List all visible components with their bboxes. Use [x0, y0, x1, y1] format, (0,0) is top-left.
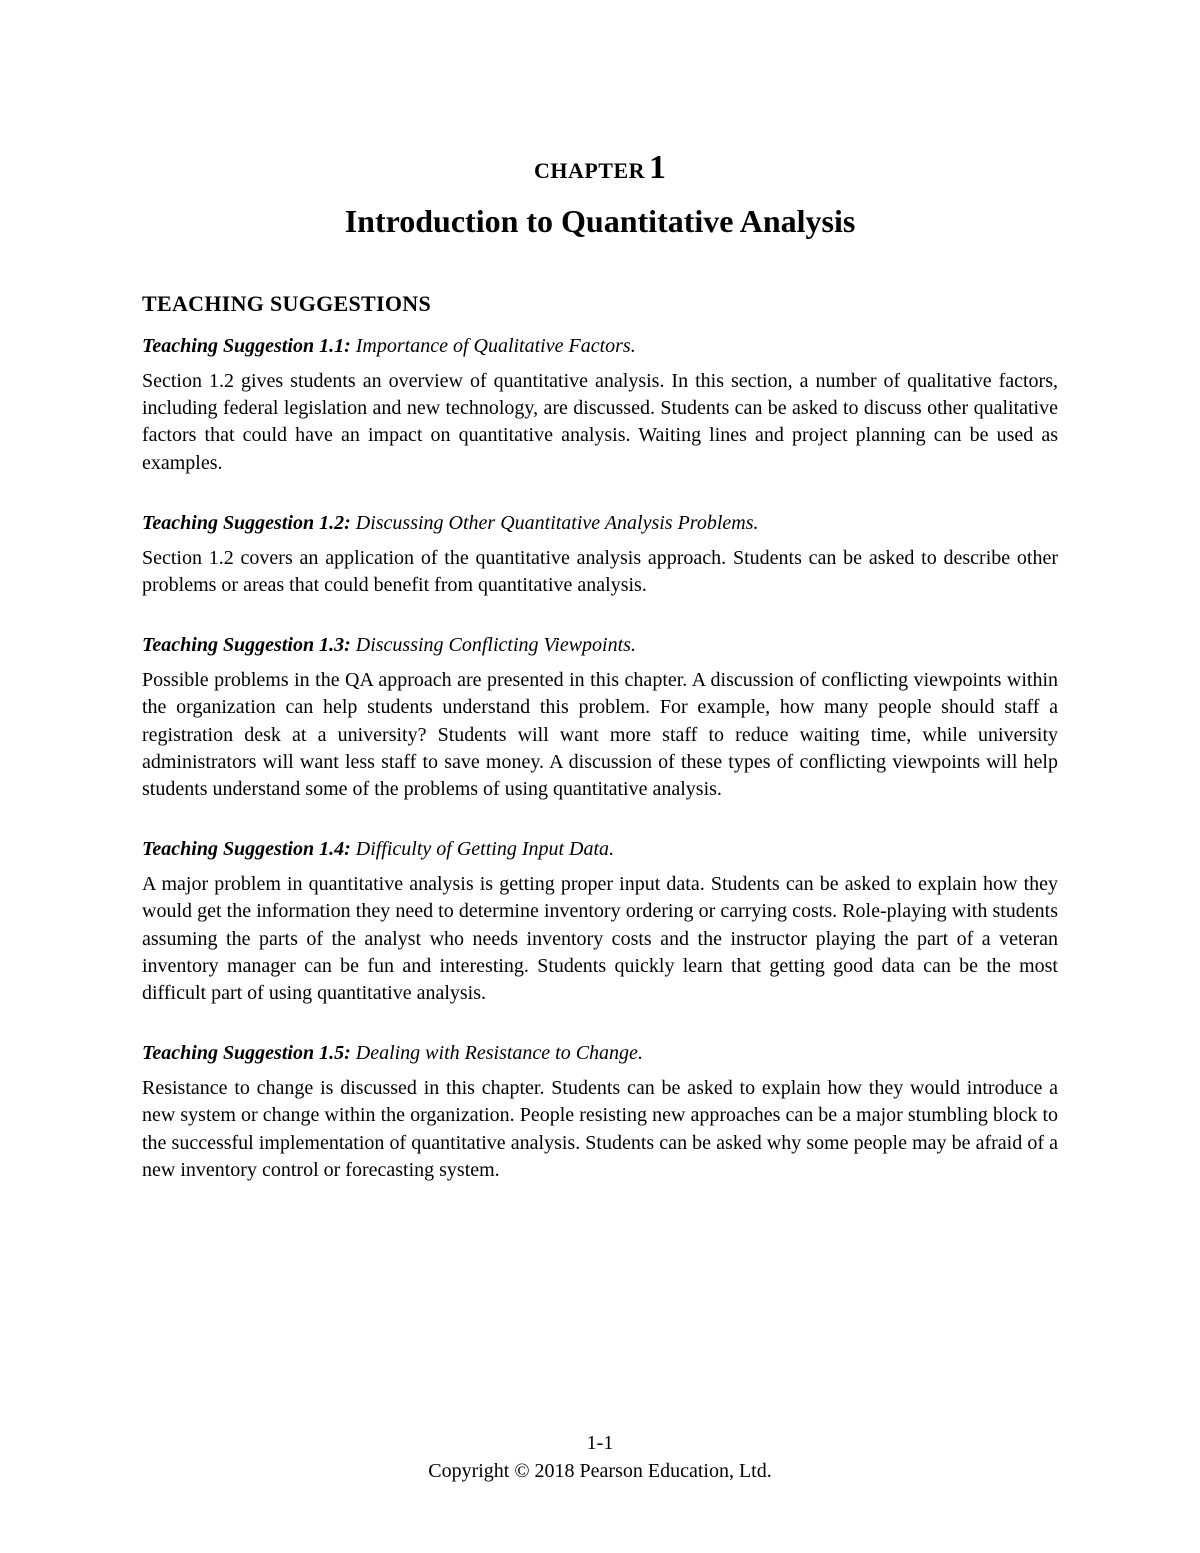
suggestion-label: Teaching Suggestion 1.3: [142, 634, 351, 657]
suggestion-title [142, 631, 1058, 659]
suggestion-topic: Importance of Qualitative Factors [355, 335, 631, 357]
suggestion-topic: Discussing Conflicting Viewpoints [355, 634, 631, 657]
teaching-suggestion [142, 1039, 1058, 1184]
suggestion-topic: Dealing with Resistance to Change [355, 1042, 638, 1065]
suggestion-title [142, 332, 1058, 360]
suggestion-title-end: . [609, 838, 615, 861]
chapter-word: CHAPTER [533, 158, 646, 183]
suggestion-body: Possible problems in the QA approach are presented in this chapter. A discussion of conflicting viewpoints within the organization can help students understand this problem. For example, how many people should staff a registration desk at a university? Students will want more staff to reduce waiting time, while university administrators will want less staff to save money. A discussion of these types of conflicting viewpoints will help students understand some of the problems of using quantitative analysis. [142, 669, 1058, 801]
suggestion-title-end: . [630, 634, 636, 657]
suggestion-body: Section 1.2 gives students an overview of quantitative analysis. In this section, a number of qualitative factors, including federal legislation and new technology, are discussed. Students can be asked to discuss other qualitative factors that could have an impact on quantitative analysis. Waiting lines and project planning can be used as examples. [142, 370, 1058, 474]
suggestion-label: Teaching Suggestion 1.4: [142, 838, 351, 861]
suggestion-body: Section 1.2 covers an application of the quantitative analysis approach. Students can be asked to describe other problems or areas that could benefit from quantitative analysis. [142, 546, 1058, 597]
chapter-label [0, 148, 1200, 194]
teaching-suggestion [142, 509, 1058, 599]
chapter-title: Introduction to Quantitative Analysis [344, 203, 856, 239]
page-number: 1-1 [586, 1432, 614, 1454]
copyright-notice: Copyright © 2018 Pearson Education, Ltd. [428, 1460, 772, 1482]
suggestion-label: Teaching Suggestion 1.5: [142, 1042, 351, 1065]
chapter-number: 1 [649, 149, 667, 186]
suggestion-topic: Discussing Other Quantitative Analysis Problems [355, 511, 754, 534]
suggestion-title [142, 835, 1058, 863]
teaching-suggestion [142, 631, 1058, 803]
teaching-suggestion [142, 332, 1058, 477]
teaching-suggestion [142, 835, 1058, 1007]
suggestion-label: Teaching Suggestion 1.1: [142, 335, 351, 357]
section-heading: TEACHING SUGGESTIONS [142, 291, 432, 316]
suggestion-title-end: . [637, 1042, 643, 1065]
suggestion-title [142, 1039, 1058, 1067]
suggestion-title-end: . [630, 335, 636, 357]
suggestion-body: A major problem in quantitative analysis is getting proper input data. Students can be asked to explain how they would get the information they need to determine inventory ordering or carrying costs. Role-playing with students assuming the parts of the analyst who needs inventory costs and the instructor playing the part of a veteran inventory manager can be fun and interesting. Students quickly learn that getting good data can be the most difficult part of using quantitative analysis. [142, 873, 1058, 1005]
suggestion-title [142, 509, 1058, 537]
suggestion-body: Resistance to change is discussed in this chapter. Students can be asked to explain how they would introduce a new system or change within the organization. People resisting new approaches can be a major stumbling block to the successful implementation of quantitative analysis. Students can be asked why some people may be afraid of a new inventory control or forecasting system. [142, 1077, 1058, 1181]
suggestion-topic: Difficulty of Getting Input Data [355, 838, 610, 861]
page-content [142, 288, 1058, 1216]
suggestion-label: Teaching Suggestion 1.2: [142, 511, 351, 534]
suggestion-title-end: . [753, 511, 759, 534]
